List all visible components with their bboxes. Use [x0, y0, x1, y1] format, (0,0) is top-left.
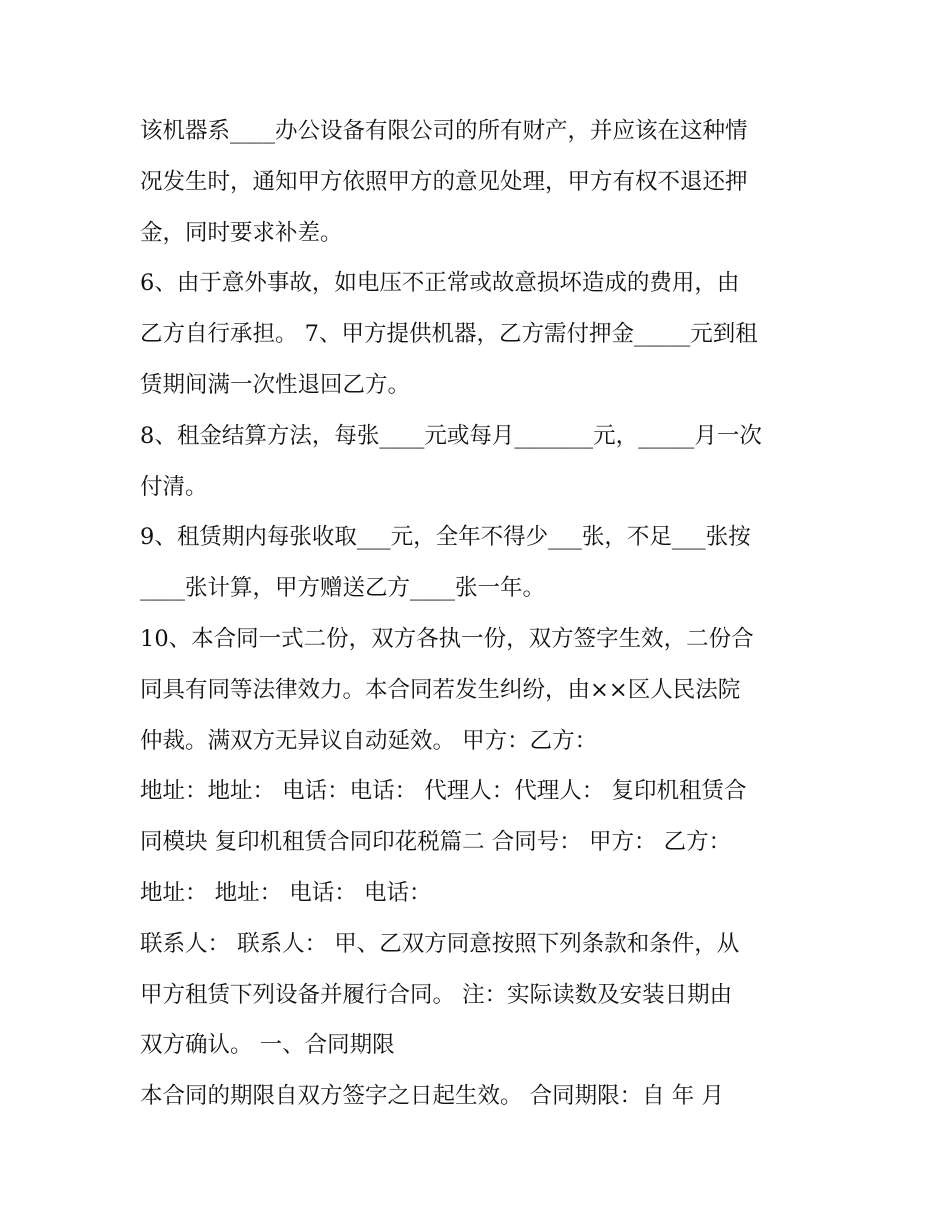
text-line: 9、租赁期内每张收取___元，全年不得少___张，不足___张按 — [140, 524, 751, 551]
text-line: 乙方自行承担。 7、甲方提供机器，乙方需付押金_____元到租 — [140, 321, 758, 348]
text-line: 甲方租赁下列设备并履行合同。 注：实际读数及安装日期由 — [140, 981, 733, 1008]
text-line: 同模块 复印机租赁合同印花税篇二 合同号： 甲方： 乙方： — [140, 829, 732, 856]
text-line: 该机器系____办公设备有限公司的所有财产，并应该在这种情 — [140, 118, 748, 144]
text-line: 双方确认。 一、合同期限 — [140, 1032, 395, 1059]
text-line: 地址： 地址： 电话： 电话： — [140, 879, 432, 906]
text-line: 金，同时要求补差。 — [140, 219, 343, 246]
text-line: 仲裁。满双方无异议自动延效。 甲方：乙方： — [140, 727, 598, 754]
text-line: 10、本合同一式二份，双方各执一份，双方签字生效，二份合 — [140, 625, 754, 652]
text-line: 同具有同等法律效力。本合同若发生纠纷，由××区人民法院 — [140, 676, 741, 703]
text-line: 本合同的期限自双方签字之日起生效。 合同期限：自 年 月 — [140, 1083, 724, 1110]
text-line: 联系人： 联系人： 甲、乙双方同意按照下列条款和条件，从 — [140, 930, 740, 957]
text-line: ____张计算，甲方赠送乙方____张一年。 — [140, 575, 546, 602]
text-line: 赁期间满一次性退回乙方。 — [140, 371, 411, 398]
text-line: 8、租金结算方法，每张____元或每月_______元，_____月一次 — [140, 422, 762, 449]
text-line: 地址：地址： 电话：电话： 代理人：代理人： 复印机租赁合 — [140, 778, 747, 805]
document-body — [140, 106, 820, 1122]
text-line: 付清。 — [140, 473, 208, 500]
text-line: 况发生时，通知甲方依照甲方的意见处理，甲方有权不退还押 — [140, 168, 748, 195]
text-line: 6、由于意外事故，如电压不正常或故意损坏造成的费用，由 — [140, 270, 740, 297]
